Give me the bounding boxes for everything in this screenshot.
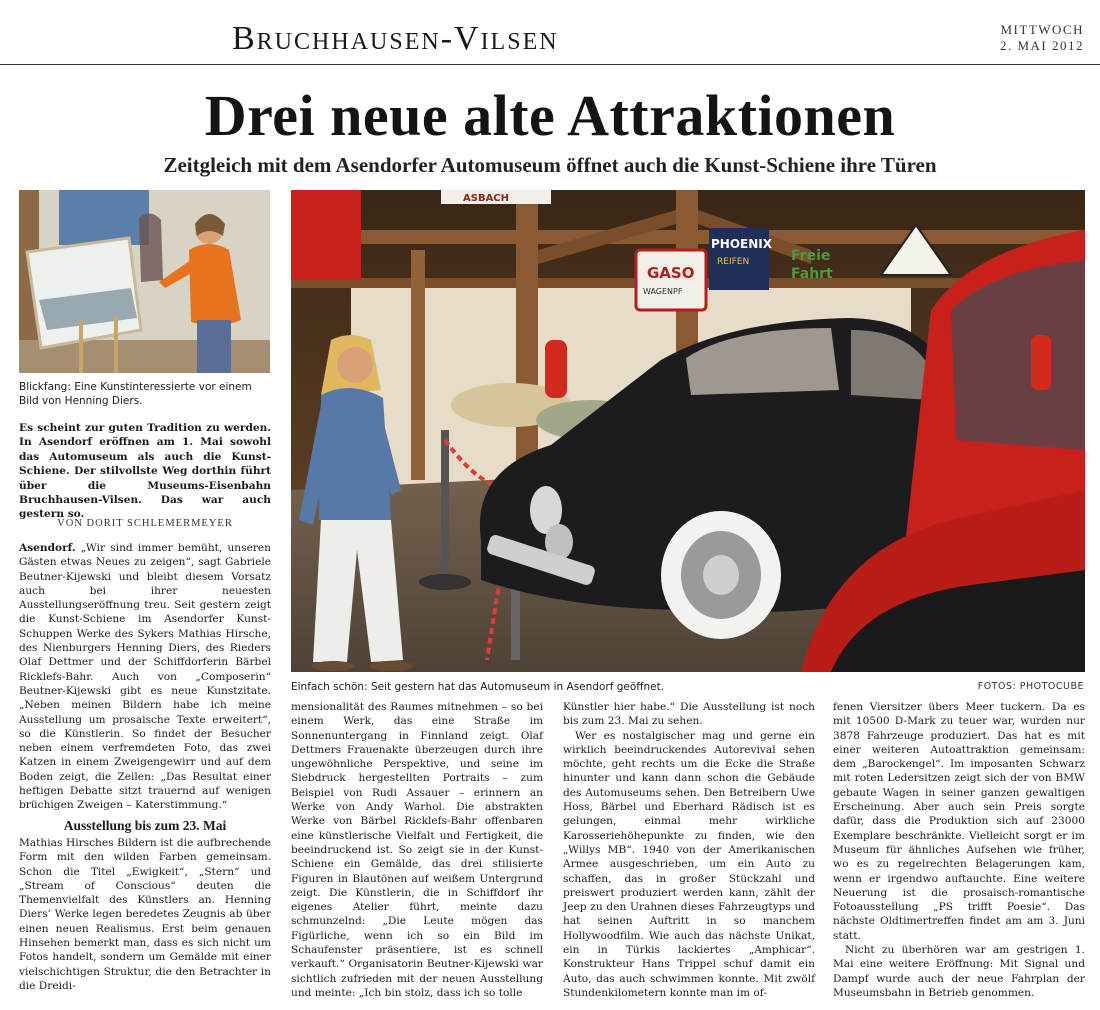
- paragraph: Mathias Hirsches Bildern ist die aufbrechende Form mit den wilden Farben gemeinsam. Schon die Titel „Ewigkeit“, „Stern“ und „Stream of Conscious“ deuten die Themenvielfalt des Künstlers an. Henning Diers’ Werke legen beredetes Zeugnis ab über einen neuen Realismus. Erst beim genauen Hinsehen bemerkt man, dass es sich nicht um Fotos handelt, sondern um Gemälde mit einer vielschichtigen Struktur, die den Betrachter in die Dreidi-: [19, 836, 271, 992]
- intertitle: Ausstellung bis zum 23. Mai: [63, 817, 227, 833]
- sign-phoenix-text: PHOENIX: [711, 237, 772, 251]
- paragraph: [19, 541, 271, 813]
- photo-art-visitor: [19, 190, 270, 373]
- paragraph: Wer es nostalgischer mag und gerne ein wirklich beeindruckendes Autorevival sehen möchte, geht rechts um die Ecke die Straße hinunter und kann dann schon die Gebäude des Automuseums sehen. Den Betreibern Uwe Hoss, Bärbel und Eberhard Rädisch ist es gelungen, einmal mehr wirkliche Karosseriehöhepunkte zu finden, wie den „Willys MB“. 1940 von der Amerikanischen Armee ausgeschrieben, um ein Auto zu schaffen, das in großer Stückzahl und preiswert produziert werden kann, zählt der Jeep zu den Urahnen dieses Fahrzeugtyps und hat seinen Auftritt in so manchem Hollywoodfilm. Wie auch das nächste Unikat, ein in Türkis lackiertes „Amphicar“. Konstrukteur Hans Trippel schuf damit ein Auto, das auch schwimmen konnte. Mit zwölf Stundenkilometern konnte man im of-: [563, 729, 815, 999]
- sign-phoenix-sub: REIFEN: [717, 257, 750, 267]
- sign-fahrt-text: Fahrt: [791, 266, 833, 282]
- sign-freie-text: Freie: [791, 248, 831, 264]
- article-column-2: [291, 700, 543, 1000]
- paragraph: fenen Viersitzer übers Meer tuckern. Da es mit 10500 D-Mark zu teuer war, wurden nur 3878 Fahrzeuge produziert. Das hat es mit einer weiteren Autoattraktion gemeinsam: dem „Barockengel“. Im imposanten Schwarz mit roten Ledersitzen zeigt sich der von BMW gebaute Wagen in seiner ganzen gewaltigen Erscheinung. Aber auch sein Preis sorgte dafür, dass die Produktion sich auf 23000 Exemplare beschränkte. Vielleicht sorgt er im Museum für ähnliches Aufsehen wie früher, wo es zu regelrechten Belagerungen kam, wenn er irgendwo auftauchte. Eine weitere Neuerung ist die prosaisch-romantische Fotoausstellung „PS trifft Poesie“. Das nächste Oldtimertreffen findet am am 3. Juni statt.: [833, 701, 1085, 942]
- dateline: Asendorf.: [19, 542, 76, 554]
- article-column-1: [19, 541, 271, 993]
- byline: VON DORIT SCHLEMERMEYER: [57, 518, 233, 529]
- art-visitor-illustration: [19, 190, 270, 373]
- issue-date: [1000, 22, 1084, 54]
- sign-gasolin-sub: WAGENPF: [643, 287, 683, 296]
- automuseum-illustration: [291, 190, 1085, 672]
- paragraph-text: „Wir sind immer bemüht, unseren Gästen etwas Neues zu zeigen“, sagt Gabriele Beutner-Kijewski und bleibt diesem Vorsatz auch bei ihrer neuesten Ausstellungseröffnung treu. Seit gestern zeigt die Kunst-Schiene im Asendorfer Kunst-Schuppen Werke des Sykers Mathias Hirsche, des Nienburgers Henning Diers, des Rieders Olaf Dettmer und der Schiffdorferin Bärbel Ricklefs-Bahr. Auch von „Composerin“ Beutner-Kijewski gibt es neue Kunstzitate. „Neben meinen Bildern habe ich meine Ausstellung um prosaische Texte erweitert“, so die Künstlerin. So findet der Besucher neben einem verfremdeten Foto, das zwei Katzen in einem Zweigengewirr und auf dem Boden zeigt, die Zeilen: „Das Resultat einer heftigen Debatte sitzt trauernd auf wenigen brüchigen Zweigen – Katerstimmung.“: [19, 542, 271, 812]
- photo-credit: FOTOS: PHOTOCUBE: [977, 681, 1084, 692]
- photo-automuseum: [291, 190, 1085, 672]
- small-photo-caption: Blickfang: Eine Kunstinteressierte vor einem Bild von Henning Diers.: [19, 381, 252, 407]
- date: 2. MAI 2012: [999, 38, 1084, 53]
- paragraph: Nicht zu überhören war am gestrigen 1. Mai eine weitere Eröffnung: Mit Signal und Dampf wurde auch der neue Fahrplan der Museumsbahn in Betrieb genommen.: [833, 944, 1085, 999]
- section-title: Bruchhausen-Vilsen: [232, 20, 559, 57]
- masthead: [0, 0, 1100, 65]
- subheadline: Zeitgleich mit dem Asendorfer Automuseum öffnet auch die Kunst-Schiene ihre Türen: [163, 153, 937, 177]
- paragraph: mensionalität des Raumes mitnehmen – so bei einem Werk, das eine Straße im Sonnenuntergang in Finnland zeigt. Olaf Dettmers Frauenakte überzeugen durch ihre ungewöhnliche Perspektive, und seine im Siebdruck hergestellten Portraits – zum Beispiel von Rudi Assauer – erinnern an Werke von Andy Warhol. Die abstrakten Werke von Bärbel Ricklefs-Bahr offenbaren eine künstlerische Vielfalt und Fertigkeit, die beeindruckend ist. So zeigt sie in der Kunst-Schiene ein Gemälde, das drei stilisierte Figuren in Blautönen auf weißem Untergrund zeigt. Die Künstlerin, die in Schiffdorf ihr eigenes Atelier führt, meinte dazu schmunzelnd: „Die Leute mögen das Figürliche, wenn ich so ein Bild im Schaufenster präsentiere, ist es schnell verkauft.“ Organisatorin Beutner-Kijewski war sichtlich zufrieden mit der neuen Ausstellung und meinte: „Ich bin stolz, dass ich so tolle: [291, 701, 543, 999]
- main-photo-caption: Einfach schön: Seit gestern hat das Automuseum in Asendorf geöffnet.: [291, 681, 665, 693]
- weekday: MITTWOCH: [1000, 22, 1084, 37]
- paragraph: Künstler hier habe.“ Die Ausstellung ist noch bis zum 23. Mai zu sehen.: [563, 701, 815, 728]
- article-column-4: [833, 700, 1085, 1000]
- sign-gasolin-text: GASO: [647, 264, 695, 282]
- headline: Drei neue alte Attraktionen: [204, 83, 896, 148]
- sign-top-text: ASBACH: [463, 193, 510, 204]
- article-lead: Es scheint zur guten Tradition zu werden. In Asendorf eröffnen am 1. Mai sowohl das Automuseum als auch die Kunst-Schiene. Der stilvollste Weg dorthin führt über die Museums-Eisenbahn Bruchhausen-Vilsen. Das war auch gestern so.: [19, 422, 271, 521]
- article-column-3: [563, 700, 815, 1000]
